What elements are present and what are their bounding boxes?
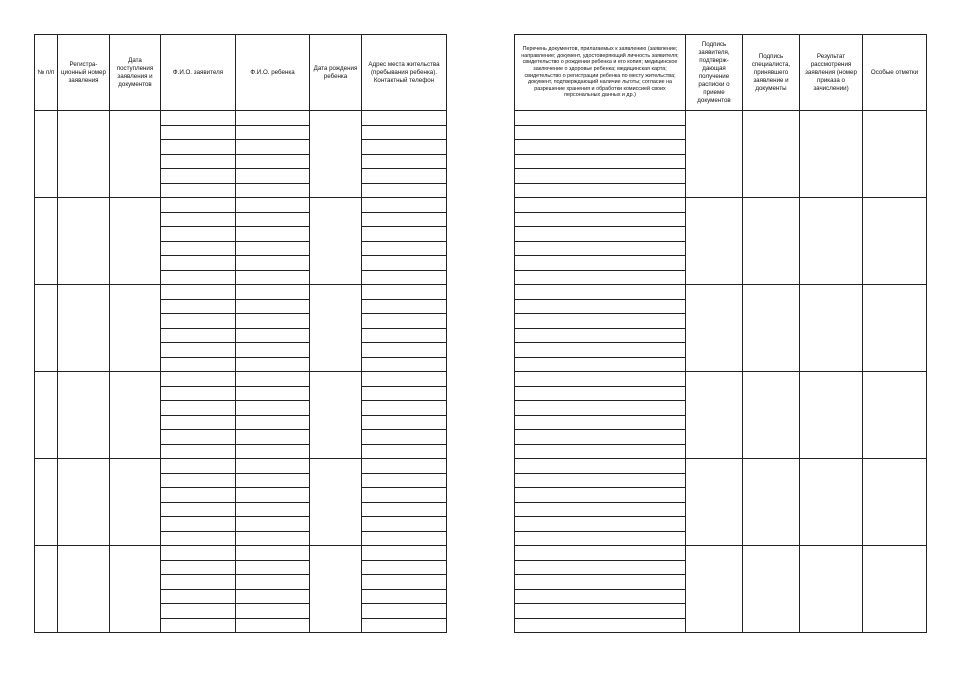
record-subcell[interactable] — [362, 343, 447, 358]
record-subcell[interactable] — [161, 212, 236, 227]
record-subcell[interactable] — [515, 517, 686, 532]
record-subcell[interactable] — [236, 473, 310, 488]
record-subcell[interactable] — [362, 183, 447, 198]
record-subcell[interactable] — [236, 560, 310, 575]
record-line — [35, 372, 447, 387]
record-subcell[interactable] — [362, 444, 447, 459]
record-line — [515, 372, 927, 387]
record-cell[interactable] — [686, 111, 743, 198]
record-cell[interactable] — [800, 285, 863, 372]
record-subcell[interactable] — [362, 314, 447, 329]
record-subcell[interactable] — [236, 169, 310, 184]
record-subcell[interactable] — [515, 270, 686, 285]
record-subcell[interactable] — [161, 285, 236, 300]
record-subcell[interactable] — [515, 111, 686, 126]
record-subcell[interactable] — [236, 546, 310, 561]
header-number: № п/п — [35, 35, 58, 111]
record-subcell[interactable] — [236, 575, 310, 590]
record-subcell[interactable] — [161, 125, 236, 140]
record-subcell[interactable] — [515, 328, 686, 343]
record-cell[interactable] — [110, 111, 161, 198]
record-subcell[interactable] — [515, 154, 686, 169]
record-subcell[interactable] — [515, 372, 686, 387]
record-cell[interactable] — [743, 546, 800, 633]
header-review-result: Результат рассмотрения заявления (номер приказа о зачислении) — [800, 35, 863, 111]
record-subcell[interactable] — [515, 546, 686, 561]
record-subcell[interactable] — [236, 314, 310, 329]
record-line — [35, 546, 447, 561]
record-subcell[interactable] — [161, 430, 236, 445]
header-applicant-name: Ф.И.О. заявителя — [161, 35, 236, 111]
header-special-notes: Особые отметки — [863, 35, 927, 111]
record-cell[interactable] — [110, 198, 161, 285]
record-subcell[interactable] — [515, 241, 686, 256]
record-cell[interactable] — [863, 198, 927, 285]
record-cell[interactable] — [58, 372, 110, 459]
record-cell[interactable] — [743, 372, 800, 459]
right-header-row — [515, 35, 927, 111]
record-subcell[interactable] — [161, 618, 236, 633]
record-subcell[interactable] — [362, 604, 447, 619]
record-cell[interactable] — [58, 546, 110, 633]
record-subcell[interactable] — [161, 343, 236, 358]
record-subcell[interactable] — [515, 125, 686, 140]
record-subcell[interactable] — [236, 459, 310, 474]
record-subcell[interactable] — [161, 560, 236, 575]
record-subcell[interactable] — [362, 517, 447, 532]
record-subcell[interactable] — [236, 285, 310, 300]
header-applicant-signature: Подпись заявителя, подтверж-дающая получение расписки о приеме документов — [686, 35, 743, 111]
record-subcell[interactable] — [362, 241, 447, 256]
left-header-row — [35, 35, 447, 111]
record-cell[interactable] — [686, 285, 743, 372]
record-subcell[interactable] — [515, 357, 686, 372]
record-subcell[interactable] — [161, 169, 236, 184]
record-subcell[interactable] — [236, 589, 310, 604]
header-specialist-signature: Подпись специалиста, принявшего заявление и документы — [743, 35, 800, 111]
record-subcell[interactable] — [161, 111, 236, 126]
record-line — [35, 198, 447, 213]
record-subcell[interactable] — [236, 154, 310, 169]
record-subcell[interactable] — [515, 198, 686, 213]
record-subcell[interactable] — [161, 328, 236, 343]
record-cell[interactable] — [800, 459, 863, 546]
record-cell[interactable] — [743, 111, 800, 198]
record-subcell[interactable] — [236, 415, 310, 430]
record-subcell[interactable] — [362, 459, 447, 474]
record-subcell[interactable] — [161, 183, 236, 198]
record-line — [35, 111, 447, 126]
record-line — [35, 285, 447, 300]
record-subcell[interactable] — [161, 401, 236, 416]
record-subcell[interactable] — [362, 212, 447, 227]
header-registration-number: Регистра-ционный номер заявления — [58, 35, 110, 111]
record-subcell[interactable] — [362, 488, 447, 503]
record-subcell[interactable] — [236, 256, 310, 271]
record-subcell[interactable] — [362, 227, 447, 242]
record-subcell[interactable] — [515, 169, 686, 184]
record-subcell[interactable] — [161, 256, 236, 271]
record-subcell[interactable] — [236, 140, 310, 155]
record-subcell[interactable] — [236, 183, 310, 198]
record-subcell[interactable] — [362, 357, 447, 372]
record-subcell[interactable] — [515, 227, 686, 242]
record-subcell[interactable] — [515, 589, 686, 604]
record-subcell[interactable] — [362, 299, 447, 314]
record-subcell[interactable] — [362, 618, 447, 633]
record-cell[interactable] — [686, 546, 743, 633]
record-subcell[interactable] — [515, 343, 686, 358]
record-subcell[interactable] — [362, 169, 447, 184]
record-cell[interactable] — [686, 459, 743, 546]
record-subcell[interactable] — [161, 270, 236, 285]
record-subcell[interactable] — [161, 488, 236, 503]
record-subcell[interactable] — [236, 618, 310, 633]
record-cell[interactable] — [35, 372, 58, 459]
record-cell[interactable] — [110, 459, 161, 546]
record-subcell[interactable] — [236, 517, 310, 532]
record-subcell[interactable] — [515, 444, 686, 459]
record-subcell[interactable] — [362, 589, 447, 604]
record-cell[interactable] — [686, 198, 743, 285]
record-cell[interactable] — [310, 198, 362, 285]
record-subcell[interactable] — [161, 140, 236, 155]
record-subcell[interactable] — [362, 401, 447, 416]
record-subcell[interactable] — [515, 488, 686, 503]
record-subcell[interactable] — [236, 502, 310, 517]
record-subcell[interactable] — [362, 546, 447, 561]
record-subcell[interactable] — [236, 604, 310, 619]
record-subcell[interactable] — [236, 241, 310, 256]
header-receipt-date: Дата поступления заявления и документов — [110, 35, 161, 111]
record-cell[interactable] — [863, 111, 927, 198]
record-subcell[interactable] — [236, 488, 310, 503]
record-subcell[interactable] — [161, 415, 236, 430]
record-cell[interactable] — [863, 285, 927, 372]
record-subcell[interactable] — [362, 140, 447, 155]
record-subcell[interactable] — [515, 473, 686, 488]
record-line — [515, 546, 927, 561]
record-subcell[interactable] — [236, 430, 310, 445]
record-subcell[interactable] — [161, 154, 236, 169]
record-subcell[interactable] — [236, 299, 310, 314]
record-cell[interactable] — [863, 372, 927, 459]
record-subcell[interactable] — [236, 531, 310, 546]
record-subcell[interactable] — [515, 459, 686, 474]
record-cell[interactable] — [800, 198, 863, 285]
record-cell[interactable] — [35, 546, 58, 633]
record-cell[interactable] — [35, 198, 58, 285]
record-subcell[interactable] — [161, 575, 236, 590]
record-line — [515, 198, 927, 213]
record-cell[interactable] — [863, 546, 927, 633]
record-subcell[interactable] — [515, 285, 686, 300]
record-subcell[interactable] — [515, 502, 686, 517]
record-subcell[interactable] — [362, 473, 447, 488]
record-cell[interactable] — [310, 546, 362, 633]
record-cell[interactable] — [35, 459, 58, 546]
record-cell[interactable] — [58, 459, 110, 546]
record-subcell[interactable] — [161, 444, 236, 459]
record-subcell[interactable] — [161, 531, 236, 546]
record-cell[interactable] — [686, 372, 743, 459]
record-cell[interactable] — [58, 285, 110, 372]
record-cell[interactable] — [743, 459, 800, 546]
record-subcell[interactable] — [362, 111, 447, 126]
record-subcell[interactable] — [161, 357, 236, 372]
record-subcell[interactable] — [161, 589, 236, 604]
record-subcell[interactable] — [236, 444, 310, 459]
record-subcell[interactable] — [236, 401, 310, 416]
record-subcell[interactable] — [362, 415, 447, 430]
record-cell[interactable] — [110, 546, 161, 633]
record-subcell[interactable] — [161, 502, 236, 517]
record-cell[interactable] — [310, 459, 362, 546]
record-subcell[interactable] — [362, 328, 447, 343]
record-cell[interactable] — [743, 285, 800, 372]
record-subcell[interactable] — [161, 517, 236, 532]
record-line — [35, 459, 447, 474]
record-line — [515, 285, 927, 300]
record-subcell[interactable] — [362, 154, 447, 169]
record-subcell[interactable] — [362, 270, 447, 285]
record-subcell[interactable] — [161, 473, 236, 488]
record-subcell[interactable] — [161, 227, 236, 242]
record-cell[interactable] — [863, 459, 927, 546]
record-subcell[interactable] — [362, 125, 447, 140]
record-cell[interactable] — [800, 546, 863, 633]
record-subcell[interactable] — [515, 401, 686, 416]
record-subcell[interactable] — [236, 372, 310, 387]
record-subcell[interactable] — [161, 386, 236, 401]
record-subcell[interactable] — [161, 241, 236, 256]
header-address-phone: Адрес места жительства (пребывания ребенка). Контактный телефон — [362, 35, 447, 111]
record-subcell[interactable] — [362, 560, 447, 575]
record-subcell[interactable] — [515, 618, 686, 633]
header-child-name: Ф.И.О. ребенка — [236, 35, 310, 111]
record-subcell[interactable] — [236, 270, 310, 285]
record-subcell[interactable] — [236, 227, 310, 242]
record-subcell[interactable] — [236, 357, 310, 372]
header-child-birth-date: Дата рождения ребенка — [310, 35, 362, 111]
record-subcell[interactable] — [362, 386, 447, 401]
record-subcell[interactable] — [515, 299, 686, 314]
record-subcell[interactable] — [515, 140, 686, 155]
record-subcell[interactable] — [362, 198, 447, 213]
record-subcell[interactable] — [362, 372, 447, 387]
record-subcell[interactable] — [362, 256, 447, 271]
record-subcell[interactable] — [515, 560, 686, 575]
record-subcell[interactable] — [515, 415, 686, 430]
record-cell[interactable] — [58, 198, 110, 285]
record-subcell[interactable] — [161, 546, 236, 561]
record-cell[interactable] — [310, 285, 362, 372]
journal-right-page-table — [514, 34, 927, 633]
record-subcell[interactable] — [362, 502, 447, 517]
record-subcell[interactable] — [161, 372, 236, 387]
record-subcell[interactable] — [515, 430, 686, 445]
record-line — [515, 459, 927, 474]
record-subcell[interactable] — [236, 386, 310, 401]
record-subcell[interactable] — [515, 386, 686, 401]
record-cell[interactable] — [35, 285, 58, 372]
record-subcell[interactable] — [515, 212, 686, 227]
record-subcell[interactable] — [161, 459, 236, 474]
record-cell[interactable] — [35, 111, 58, 198]
record-subcell[interactable] — [362, 285, 447, 300]
record-subcell[interactable] — [515, 256, 686, 271]
record-subcell[interactable] — [161, 604, 236, 619]
record-subcell[interactable] — [515, 314, 686, 329]
record-cell[interactable] — [800, 372, 863, 459]
record-cell[interactable] — [800, 111, 863, 198]
record-line — [515, 111, 927, 126]
record-subcell[interactable] — [236, 125, 310, 140]
header-documents-list: Перечень документов, прилагаемых к заявлению (заявление; направление; документ, удостоверяющий личность заявителя; свидетельство о рождении ребенка и его копия; медицинское заключение о здоровье ребенка; медицинская карта; свидетельство о регистрации ребенка по месту жительства; документ, подтверждающий наличие льготы; согласие на разрешение хранения и обработки комиссией своих персональных данных и др.) — [515, 35, 686, 111]
record-subcell[interactable] — [236, 328, 310, 343]
record-subcell[interactable] — [515, 531, 686, 546]
record-subcell[interactable] — [515, 604, 686, 619]
record-subcell[interactable] — [236, 111, 310, 126]
record-subcell[interactable] — [161, 314, 236, 329]
record-subcell[interactable] — [362, 430, 447, 445]
record-cell[interactable] — [110, 372, 161, 459]
record-subcell[interactable] — [236, 212, 310, 227]
record-subcell[interactable] — [515, 575, 686, 590]
record-subcell[interactable] — [515, 183, 686, 198]
record-cell[interactable] — [58, 111, 110, 198]
record-cell[interactable] — [743, 198, 800, 285]
record-cell[interactable] — [310, 111, 362, 198]
record-subcell[interactable] — [362, 575, 447, 590]
record-cell[interactable] — [110, 285, 161, 372]
record-subcell[interactable] — [236, 343, 310, 358]
journal-left-page-table — [34, 34, 447, 633]
record-subcell[interactable] — [236, 198, 310, 213]
record-cell[interactable] — [310, 372, 362, 459]
record-subcell[interactable] — [161, 299, 236, 314]
record-subcell[interactable] — [362, 531, 447, 546]
record-subcell[interactable] — [161, 198, 236, 213]
